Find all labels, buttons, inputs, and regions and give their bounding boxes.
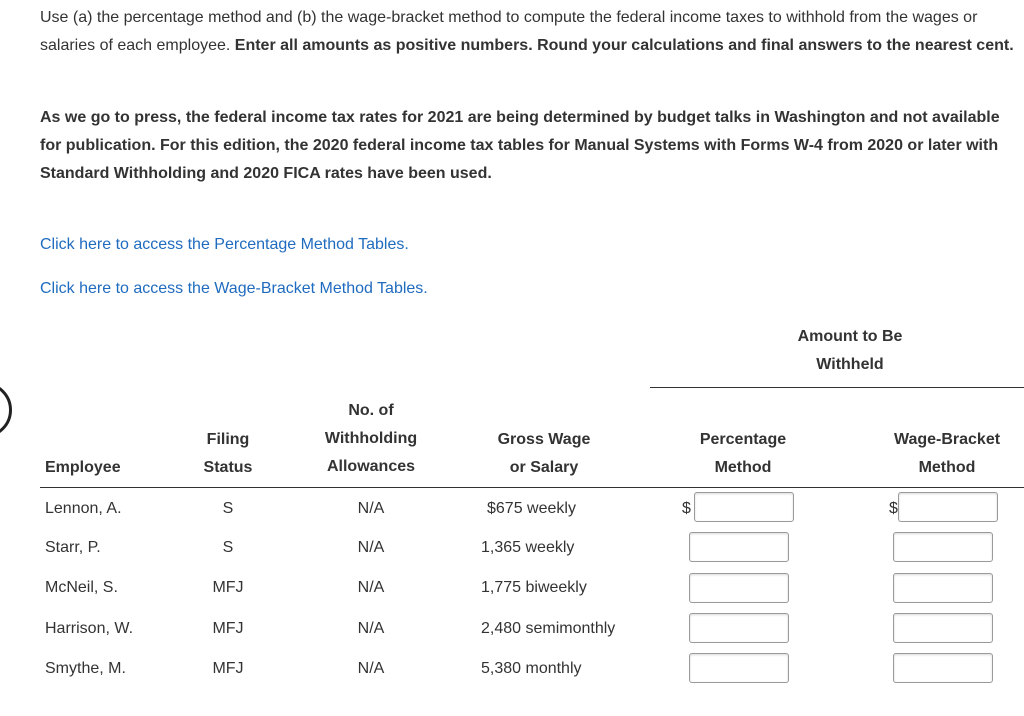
row-filing-status: S [222,500,234,517]
row-employee: Harrison, W. [45,620,134,637]
currency-symbol: $ [889,500,898,517]
wage-bracket-header-line1: Wage-Bracket [893,431,1001,448]
wage-bracket-method-input[interactable] [893,573,993,603]
row-allowances: N/A [357,539,385,556]
filing-header-line1: Filing [206,431,250,448]
allowances-header-line3: Allowances [326,458,416,475]
row-allowances: N/A [357,579,385,596]
row-gross-wage: 1,775 biweekly [481,579,587,596]
edge-circle-icon [0,382,12,438]
wage-bracket-method-input[interactable] [893,653,993,683]
amount-withheld-line2: Withheld [816,356,884,373]
instructions-text: Use (a) the percentage method and (b) the wage-bracket method to compute the federal income taxes to withhold from the wages or salaries of each employee. [40,9,978,54]
percentage-header-line1: Percentage [699,431,787,448]
gross-header-line2: or Salary [509,459,579,476]
wage-bracket-tables-link[interactable]: Click here to access the Wage-Bracket Method Tables. [40,280,428,297]
row-employee: Starr, P. [45,539,101,556]
row-gross-wage: 1,365 weekly [481,539,575,556]
press-note-text: As we go to press, the federal income tax rates for 2021 are being determined by budget talks in Washington and not available for publication. For this edition, the 2020 federal income tax tables for Manual Systems with Forms W-4 from 2020 or later with Standard Withholding and 2020 FICA rates have been used. [40,109,1000,182]
col-header-employee: Employee [45,459,121,476]
instructions-bold-text: Enter all amounts as positive numbers. Round your calculations and final answers to the nearest cent. [234,37,1014,54]
col-header-allowances [296,397,446,481]
allowances-header-line2: Withholding [324,430,418,447]
row-filing-status: MFJ [212,579,244,596]
row-allowances: N/A [357,660,385,677]
wage-bracket-header-line2: Method [918,459,976,476]
percentage-method-input[interactable] [689,613,789,643]
col-header-percentage-method [668,426,818,482]
group-header-rule [650,387,1024,388]
filing-header-line2: Status [203,459,253,476]
row-employee: Smythe, M. [45,660,126,677]
currency-symbol: $ [682,500,691,517]
percentage-tables-link[interactable]: Click here to access the Percentage Method Tables. [40,236,409,253]
col-header-gross-wage [469,426,619,482]
amount-withheld-line1: Amount to Be [797,328,903,345]
row-employee: Lennon, A. [45,500,122,517]
row-allowances: N/A [357,620,385,637]
table-header-rule [40,487,1024,488]
percentage-method-input[interactable] [689,573,789,603]
instructions-paragraph [40,4,1015,60]
allowances-header-line1: No. of [348,402,394,419]
row-filing-status: MFJ [212,620,244,637]
wage-bracket-method-input[interactable] [898,492,998,522]
percentage-method-input[interactable] [689,532,789,562]
row-employee: McNeil, S. [45,579,118,596]
amount-withheld-header [650,323,1024,379]
wage-bracket-method-input[interactable] [893,613,993,643]
row-allowances: N/A [357,500,385,517]
percentage-header-line2: Method [714,459,772,476]
row-gross-wage: $675 weekly [487,500,576,517]
row-gross-wage: 2,480 semimonthly [481,620,616,637]
col-header-wage-bracket-method [872,426,1022,482]
row-filing-status: S [222,539,234,556]
gross-header-line1: Gross Wage [497,431,591,448]
row-gross-wage: 5,380 monthly [481,660,582,677]
col-header-filing-status [178,426,278,482]
wage-bracket-method-input[interactable] [893,532,993,562]
press-note-paragraph [40,104,1015,188]
percentage-method-input[interactable] [689,653,789,683]
row-filing-status: MFJ [212,660,244,677]
percentage-method-input[interactable] [694,492,794,522]
